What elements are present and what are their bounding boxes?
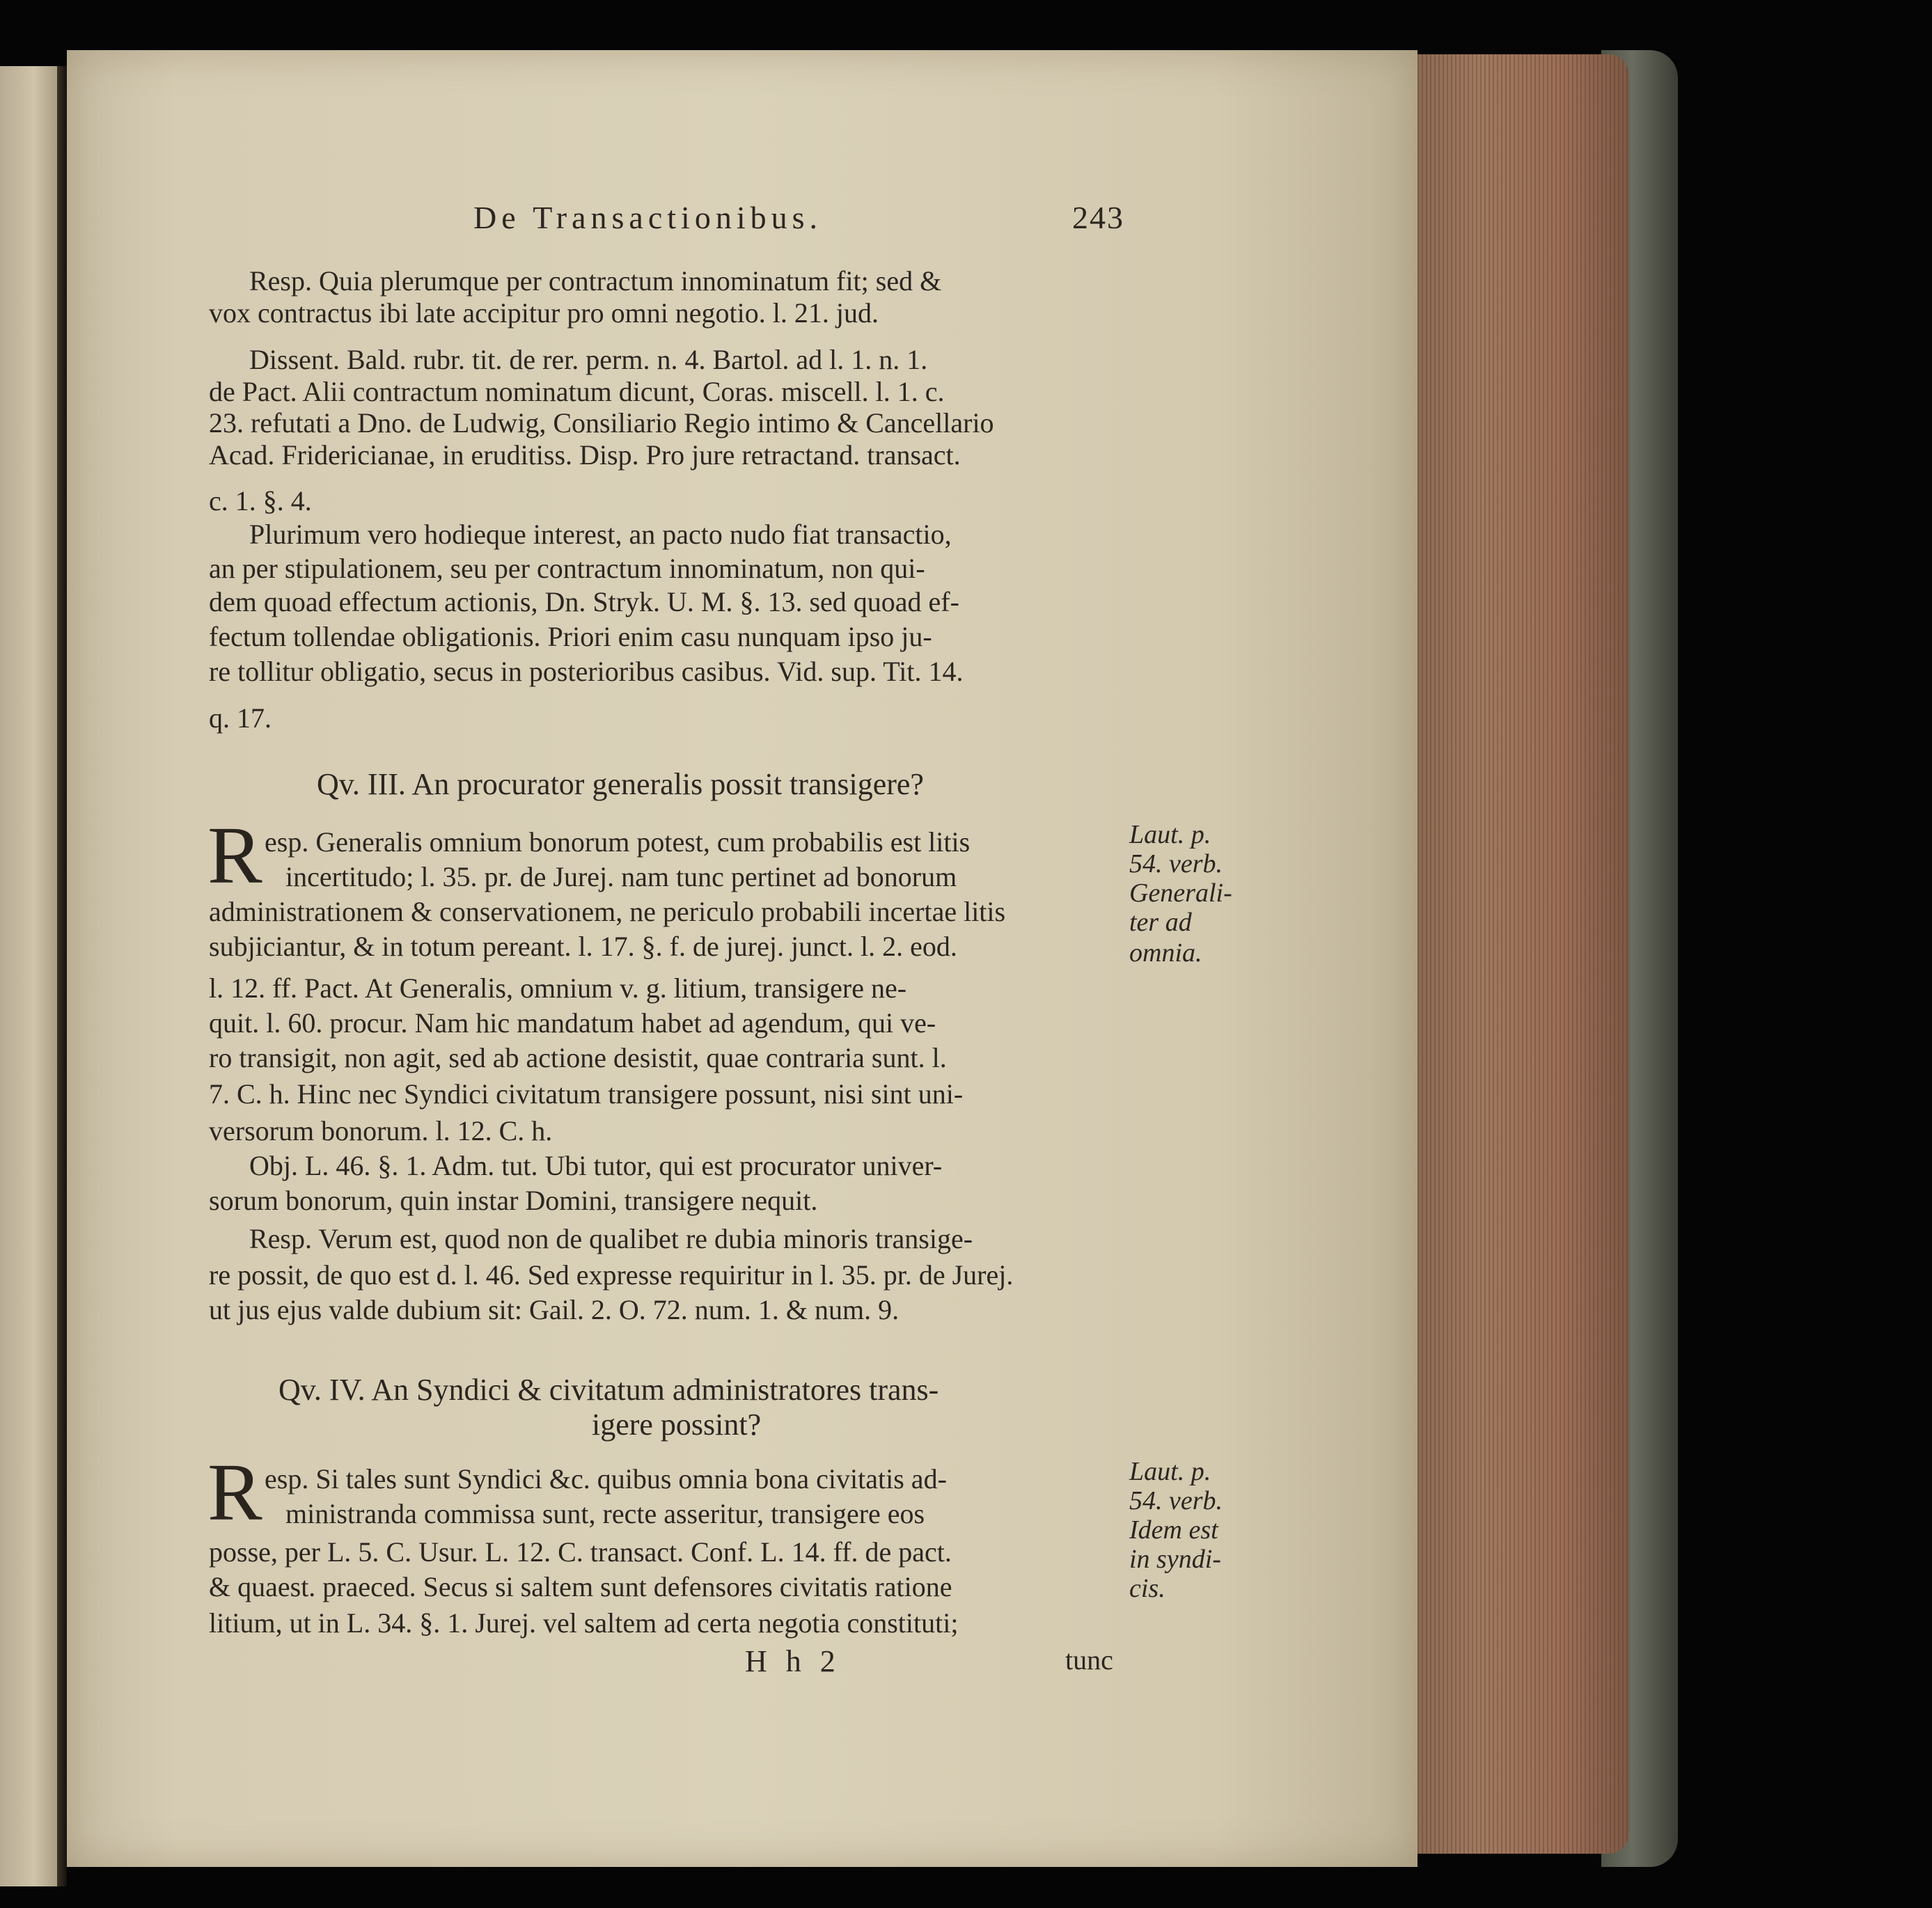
margin-note: Generali- <box>1129 878 1232 908</box>
catchword: tunc <box>1065 1644 1113 1676</box>
text-line: an per stipulationem, seu per contractum innominatum, non qui- <box>209 553 925 584</box>
text-line: ministranda commissa sunt, recte asseritur, transigere eos <box>285 1498 925 1529</box>
margin-note: Laut. p. <box>1129 1457 1211 1486</box>
text-line: versorum bonorum. l. 12. C. h. <box>209 1115 553 1146</box>
text-line: fectum tollendae obligationis. Priori enim casu nunquam ipso ju- <box>209 621 932 652</box>
text-line: re possit, de quo est d. l. 46. Sed expresse requiritur in l. 35. pr. de Jurej. <box>209 1259 1014 1291</box>
signature-mark: H h 2 <box>745 1644 841 1678</box>
text-line: dem quoad effectum actionis, Dn. Stryk. U. M. §. 13. sed quoad ef- <box>209 586 959 617</box>
text-line: Resp. Quia plerumque per contractum innominatum fit; sed & <box>249 265 942 297</box>
text-line: litium, ut in L. 34. §. 1. Jurej. vel saltem ad certa negotia constituti; <box>209 1607 959 1639</box>
running-head: De Transactionibus. <box>473 200 822 235</box>
text-line: Obj. L. 46. §. 1. Adm. tut. Ubi tutor, qui est procurator univer- <box>249 1150 943 1181</box>
text-line: administrationem & conservationem, ne periculo probabili incertae litis <box>209 896 1006 927</box>
text-line: posse, per L. 5. C. Usur. L. 12. C. transact. Conf. L. 14. ff. de pact. <box>209 1536 952 1568</box>
text-line: quit. l. 60. procur. Nam hic mandatum habet ad agendum, qui ve- <box>209 1007 936 1039</box>
text-line: sorum bonorum, quin instar Domini, transigere nequit. <box>209 1185 818 1216</box>
section-heading: Qv. III. An procurator generalis possit transigere? <box>317 767 924 801</box>
text-line: c. 1. §. 4. <box>209 485 312 517</box>
margin-note: 54. verb. <box>1129 1486 1223 1515</box>
page-number: 243 <box>1072 200 1124 235</box>
text-line: 23. refutati a Dno. de Ludwig, Consiliario Regio intimo & Cancellario <box>209 407 994 439</box>
text-line: Acad. Fridericianae, in eruditiss. Disp. Pro jure retractand. transact. <box>209 439 961 471</box>
margin-note: ter ad <box>1129 908 1192 937</box>
text-line: q. 17. <box>209 702 272 734</box>
margin-note: Idem est <box>1129 1515 1218 1545</box>
text-line: Plurimum vero hodieque interest, an pacto nudo fiat transactio, <box>249 519 952 550</box>
section-heading-cont: igere possint? <box>592 1408 762 1442</box>
margin-note: Laut. p. <box>1129 820 1211 849</box>
text-line: 7. C. h. Hinc nec Syndici civitatum transigere possunt, nisi sint uni- <box>209 1078 964 1110</box>
margin-note: cis. <box>1129 1574 1165 1603</box>
text-line: ut jus ejus valde dubium sit: Gail. 2. O. 72. num. 1. & num. 9. <box>209 1294 900 1325</box>
text-line: re tollitur obligatio, secus in posterioribus casibus. Vid. sup. Tit. 14. <box>209 656 964 687</box>
text-line: l. 12. ff. Pact. At Generalis, omnium v. g. litium, transigere ne- <box>209 972 907 1004</box>
text-line: esp. Si tales sunt Syndici &c. quibus omnia bona civitatis ad- <box>265 1463 947 1495</box>
margin-note: 54. verb. <box>1129 849 1223 878</box>
text-line: ro transigit, non agit, sed ab actione desistit, quae contraria sunt. l. <box>209 1042 947 1073</box>
text-line: subjiciantur, & in totum pereant. l. 17. §. f. de jurej. junct. l. 2. eod. <box>209 931 957 962</box>
text-line: Resp. Verum est, quod non de qualibet re dubia minoris transige- <box>249 1223 973 1254</box>
book-gutter <box>57 66 67 1886</box>
margin-note: omnia. <box>1129 938 1202 968</box>
margin-note: in syndi- <box>1129 1545 1221 1574</box>
text-line: incertitudo; l. 35. pr. de Jurej. nam tunc pertinet ad bonorum <box>285 861 957 892</box>
text-line: Dissent. Bald. rubr. tit. de rer. perm. n. 4. Bartol. ad l. 1. n. 1. <box>249 344 928 375</box>
drop-cap: R <box>207 810 262 901</box>
text-line: esp. Generalis omnium bonorum potest, cum probabilis est litis <box>265 826 971 858</box>
page-block-edge <box>1413 54 1629 1854</box>
drop-cap: R <box>207 1446 262 1538</box>
text-line: & quaest. praeced. Secus si saltem sunt defensores civitatis ratione <box>209 1571 952 1602</box>
section-heading: Qv. IV. An Syndici & civitatum administratores trans- <box>278 1373 939 1407</box>
previous-page-edge <box>0 66 57 1886</box>
text-line: vox contractus ibi late accipitur pro omni negotio. l. 21. jud. <box>209 297 879 329</box>
text-line: de Pact. Alii contractum nominatum dicunt, Coras. miscell. l. 1. c. <box>209 376 945 407</box>
